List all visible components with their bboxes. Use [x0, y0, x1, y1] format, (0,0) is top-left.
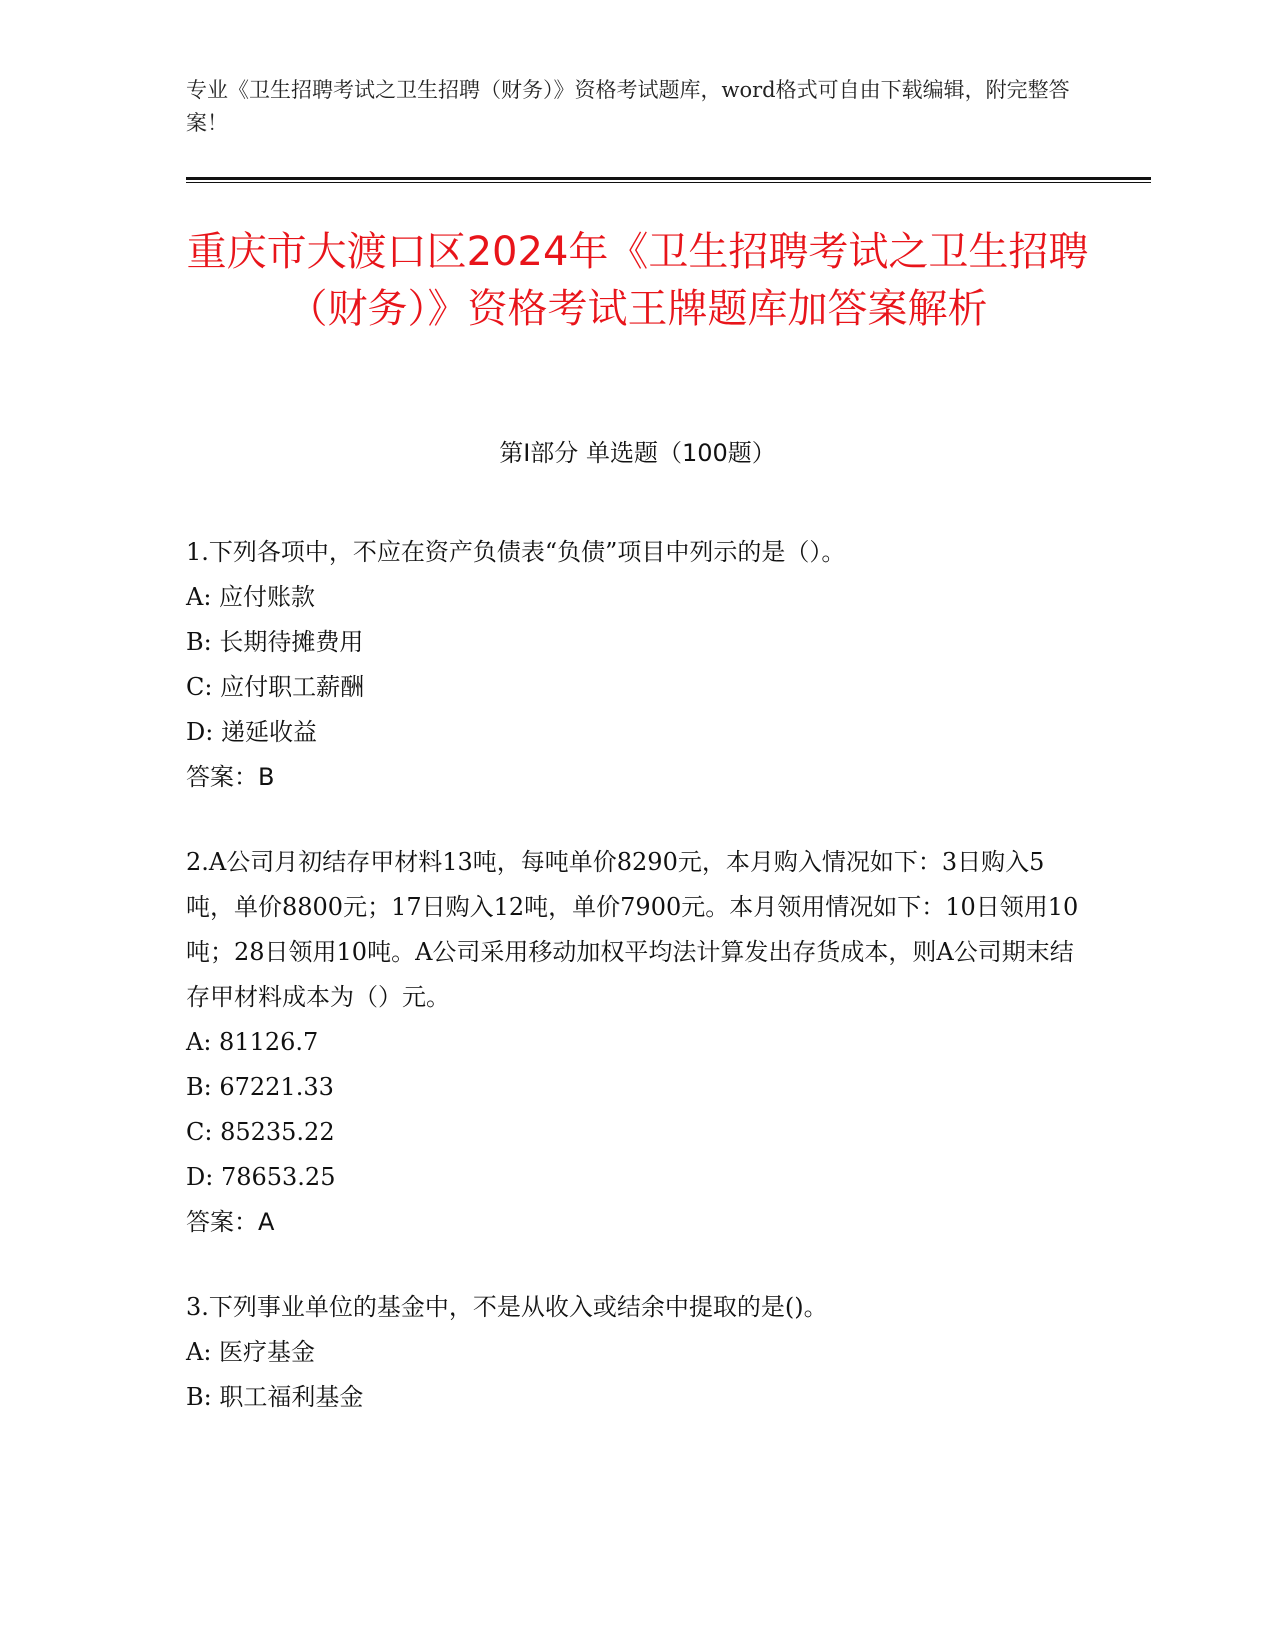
option-b: B: 67221.33 — [186, 1073, 334, 1101]
answer: 答案：B — [186, 763, 275, 791]
header-rule-thin — [186, 182, 1151, 183]
option-c: C: 85235.22 — [186, 1118, 335, 1146]
option-c: C: 应付职工薪酬 — [186, 673, 365, 701]
question-text: 2.A公司月初结存甲材料13吨，每吨单价8290元，本月购入情况如下：3日购入5吨，单价8800元；17日购入12吨，单价7900元。本月领用情况如下：10日领用10吨；28日领用10吨。A公司采用移动加权平均法计算发出存货成本，则A公司期末结存甲材料成本为（）元。 — [186, 848, 1079, 1011]
header-rule-thick — [186, 177, 1151, 180]
question-3 — [186, 1285, 1086, 1420]
question-list — [186, 530, 1086, 1460]
option-b: B: 长期待摊费用 — [186, 628, 364, 656]
header-note: 专业《卫生招聘考试之卫生招聘（财务）》资格考试题库，word格式可自由下载编辑，附完整答案！ — [186, 78, 1070, 135]
question-text: 1.下列各项中，不应在资产负债表“负债”项目中列示的是（）。 — [186, 538, 846, 566]
question-2 — [186, 840, 1086, 1245]
option-a: A: 81126.7 — [186, 1028, 319, 1056]
document-title: 重庆市大渡口区2024年《卫生招聘考试之卫生招聘（财务）》资格考试王牌题库加答案解析 — [186, 229, 1089, 332]
section-heading: 第I部分 单选题（100题） — [499, 439, 776, 467]
option-a: A: 医疗基金 — [186, 1338, 316, 1366]
option-d: D: 78653.25 — [186, 1163, 336, 1191]
option-b: B: 职工福利基金 — [186, 1383, 364, 1411]
question-text: 3.下列事业单位的基金中，不是从收入或结余中提取的是()。 — [186, 1293, 828, 1321]
option-a: A: 应付账款 — [186, 583, 316, 611]
answer: 答案：A — [186, 1208, 275, 1236]
option-d: D: 递延收益 — [186, 718, 317, 746]
question-1 — [186, 530, 1086, 800]
